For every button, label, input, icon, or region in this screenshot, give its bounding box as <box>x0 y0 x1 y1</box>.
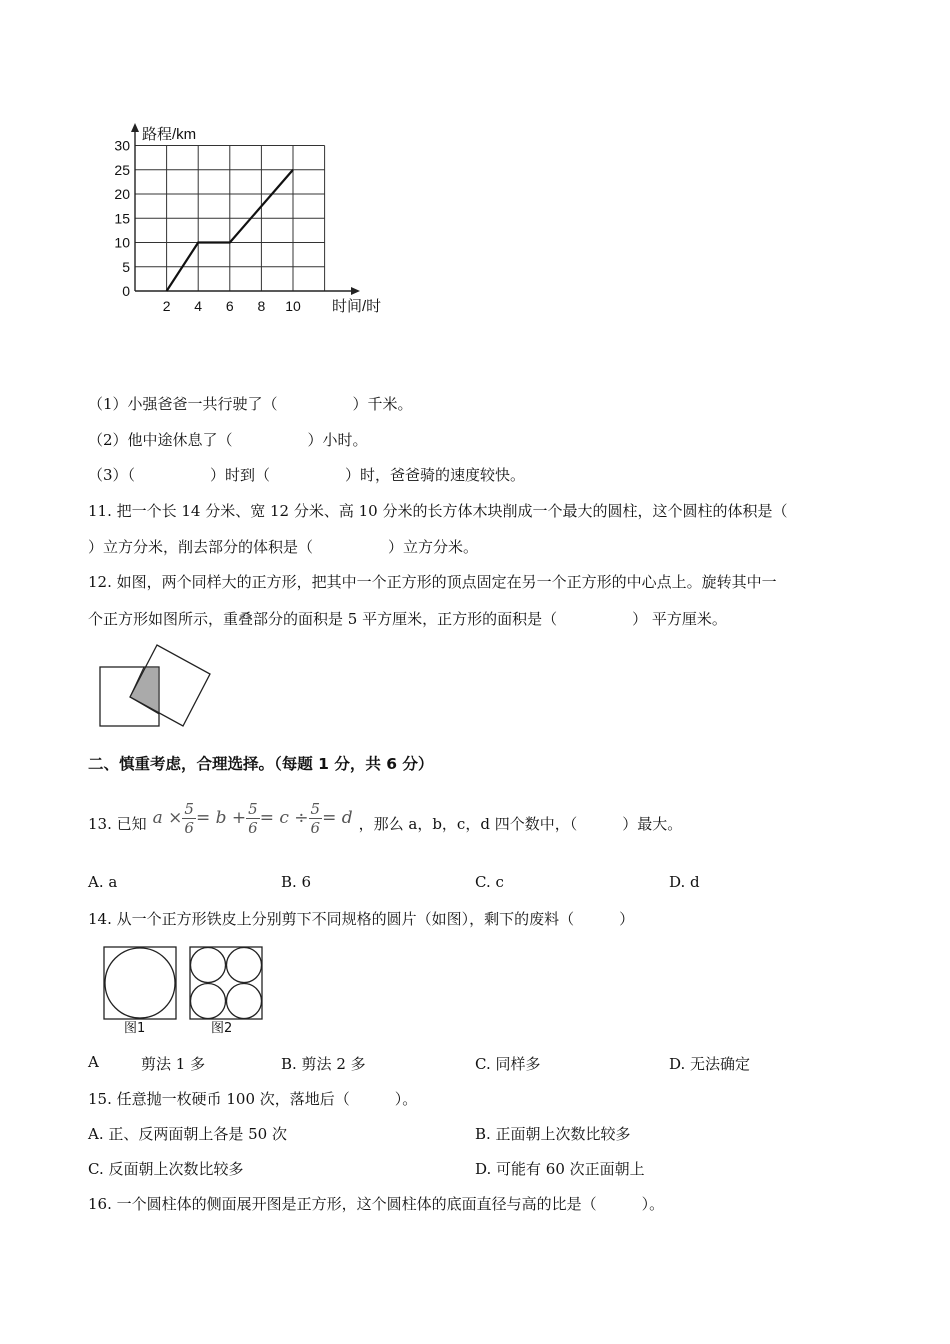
distance-time-chart <box>100 120 400 320</box>
q12-line2: 个正方形如图所示，重叠部分的面积是 5 平方厘米，正方形的面积是（ ） 平方厘米。 <box>88 610 727 628</box>
fig1-circle <box>105 948 175 1018</box>
fig2-label: 图2 <box>211 1021 233 1035</box>
fraction-3: $\frac{5}{6}$ <box>310 799 321 837</box>
q14-option-a-text: 剪法 1 多 <box>141 1055 206 1073</box>
y-tick-label: 25 <box>114 161 130 178</box>
y-tick-label: 30 <box>114 137 130 154</box>
q10-sub1: （1）小强爸爸一共行驶了（ ）千米。 <box>88 395 413 413</box>
y-tick-label: 5 <box>122 258 130 275</box>
q13-suffix: ，那么 a，b，c，d 四个数中，（ ）最大。 <box>358 814 683 833</box>
fig1-label: 图1 <box>124 1021 146 1035</box>
x-axis-label: 时间/时 <box>332 298 382 315</box>
x-tick-label: 6 <box>225 298 234 314</box>
q16-stem: 16. 一个圆柱体的侧面展开图是正方形，这个圆柱体的底面直径与高的比是（ ）。 <box>88 1195 665 1213</box>
expr-eq-c: = c ÷ <box>259 808 309 828</box>
q15-option-c: C. 反面朝上次数比较多 <box>88 1160 244 1178</box>
section2-title: 二、慎重考虑，合理选择。（每题 1 分，共 6 分） <box>88 755 434 773</box>
fig2-circle <box>191 948 226 983</box>
rotated-squares-figure <box>98 642 213 732</box>
chart-axes <box>131 123 360 295</box>
x-axis-arrow <box>351 287 360 295</box>
q15-option-b: B. 正面朝上次数比较多 <box>475 1125 631 1143</box>
q13-stem <box>88 797 682 843</box>
x-tick-label: 10 <box>285 298 301 314</box>
q14-stem: 14. 从一个正方形铁皮上分别剪下不同规格的圆片（如图），剩下的废料（ ） <box>88 910 635 928</box>
q12-line1: 12. 如图，两个同样大的正方形，把其中一个正方形的顶点固定在另一个正方形的中心点上。旋转其中一 <box>88 573 777 591</box>
q14-option-b: B. 剪法 2 多 <box>281 1055 366 1073</box>
y-tick-label: 10 <box>114 234 130 251</box>
q15-option-a: A. 正、反两面朝上各是 50 次 <box>88 1125 287 1143</box>
overlap-region <box>130 667 159 714</box>
chart-grid <box>135 146 325 292</box>
q13-option-a: A. a <box>88 873 118 891</box>
circle-cut-figures <box>100 943 270 1035</box>
q15-option-d: D. 可能有 60 次正面朝上 <box>475 1160 645 1178</box>
expr-eq-d: = d <box>322 808 353 828</box>
q14-option-d: D. 无法确定 <box>669 1055 751 1073</box>
q13-option-c: C. c <box>475 873 504 891</box>
q14-option-a-letter: A <box>88 1053 99 1071</box>
y-axis-label: 路程/km <box>142 126 197 143</box>
q14-option-c: C. 同样多 <box>475 1055 541 1073</box>
q13-prefix: 13. 已知 <box>88 814 147 833</box>
y-tick-label: 20 <box>114 186 130 202</box>
x-tick-label: 2 <box>162 298 171 314</box>
y-tick-label: 0 <box>122 283 130 299</box>
expr-a: a × <box>152 808 183 828</box>
fraction-1: $\frac{5}{6}$ <box>184 799 194 837</box>
fig2-circle <box>191 984 226 1019</box>
q13-equation <box>153 800 353 837</box>
q13-option-d: D. d <box>669 873 700 891</box>
q11-line1: 11. 把一个长 14 分米、宽 12 分米、高 10 分米的长方体木块削成一个最大的圆柱，这个圆柱的体积是（ <box>88 502 788 520</box>
q15-stem: 15. 任意抛一枚硬币 100 次，落地后（ ）。 <box>88 1090 418 1108</box>
fraction-2: $\frac{5}{6}$ <box>248 799 258 837</box>
y-tick-label: 15 <box>114 210 130 227</box>
x-tick-label: 8 <box>257 298 266 314</box>
fig2-square <box>190 947 262 1019</box>
q13-option-b: B. 6 <box>281 873 312 891</box>
q10-sub2: （2）他中途休息了（ ）小时。 <box>88 431 368 449</box>
y-axis-arrow <box>131 123 139 132</box>
expr-eq-b: = b + <box>195 808 247 828</box>
fig2-circle <box>227 948 262 983</box>
q11-line2: ）立方分米，削去部分的体积是（ ）立方分米。 <box>88 538 479 556</box>
fig2-circle <box>227 984 262 1019</box>
q10-sub3: （3）（ ）时到（ ）时，爸爸骑的速度较快。 <box>88 466 526 484</box>
x-tick-label: 4 <box>194 298 203 314</box>
